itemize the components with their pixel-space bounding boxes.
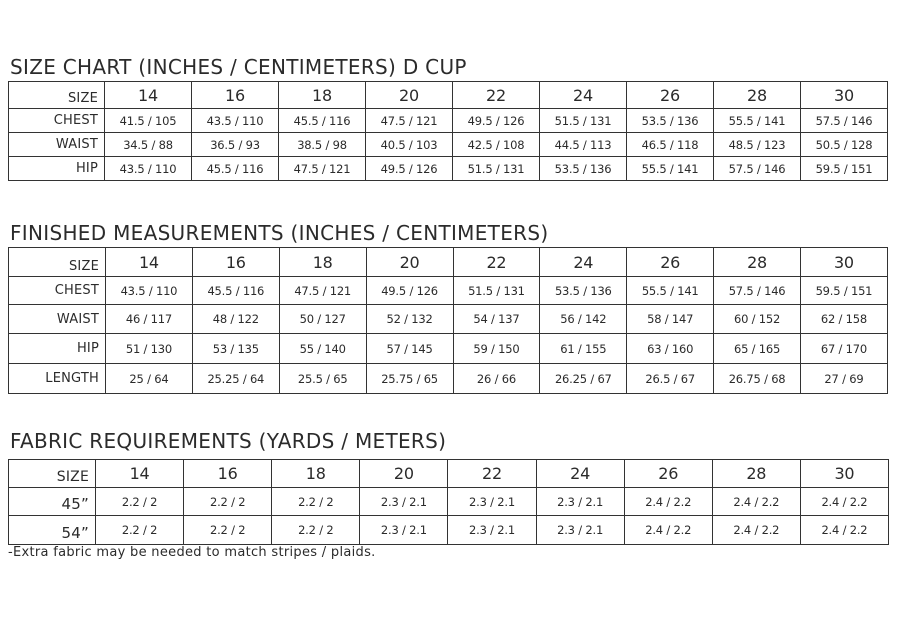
size-header-cell: 24 <box>536 460 624 488</box>
table-cell: 42.5 / 108 <box>453 133 540 157</box>
table-cell: 45.5 / 116 <box>192 277 279 305</box>
table-cell: 2.3 / 2.1 <box>448 516 536 545</box>
table-cell: 2.2 / 2 <box>96 488 184 516</box>
table-cell: 51.5 / 131 <box>540 109 627 133</box>
table-cell: 26.75 / 68 <box>714 364 801 394</box>
table-cell: 47.5 / 121 <box>279 157 366 181</box>
table-cell: 55.5 / 141 <box>627 277 714 305</box>
table-cell: 40.5 / 103 <box>366 133 453 157</box>
table-cell: 50.5 / 128 <box>801 133 888 157</box>
table-cell: 46.5 / 118 <box>627 133 714 157</box>
table-cell: 51 / 130 <box>106 334 193 364</box>
table-cell: 59 / 150 <box>453 334 540 364</box>
table-cell: 62 / 158 <box>801 305 888 334</box>
table-cell: 45.5 / 116 <box>192 157 279 181</box>
table-cell: 52 / 132 <box>366 305 453 334</box>
size-header-row <box>9 460 889 488</box>
size-header-cell: 26 <box>627 248 714 277</box>
table-cell: 53.5 / 136 <box>540 277 627 305</box>
table-cell: 36.5 / 93 <box>192 133 279 157</box>
table-cell: 49.5 / 126 <box>366 157 453 181</box>
table-cell: 43.5 / 110 <box>192 109 279 133</box>
size-header-cell: 16 <box>192 248 279 277</box>
size-header-row <box>9 248 888 277</box>
table-row <box>9 488 889 516</box>
size-header-cell: 24 <box>540 248 627 277</box>
size-header-cell: 30 <box>800 460 888 488</box>
size-header-cell: 30 <box>801 248 888 277</box>
table-row <box>9 157 888 181</box>
size-header-row <box>9 82 888 109</box>
fabric-requirements-title: FABRIC REQUIREMENTS (YARDS / METERS) <box>10 429 447 453</box>
size-header-cell: 14 <box>106 248 193 277</box>
table-cell: 58 / 147 <box>627 305 714 334</box>
table-cell: 51.5 / 131 <box>453 277 540 305</box>
row-label: 45” <box>9 488 96 516</box>
table-cell: 41.5 / 105 <box>105 109 192 133</box>
table-cell: 59.5 / 151 <box>801 157 888 181</box>
table-cell: 53.5 / 136 <box>540 157 627 181</box>
table-cell: 2.4 / 2.2 <box>800 516 888 545</box>
table-cell: 45.5 / 116 <box>279 109 366 133</box>
table-cell: 53 / 135 <box>192 334 279 364</box>
table-cell: 54 / 137 <box>453 305 540 334</box>
row-label: LENGTH <box>9 364 106 394</box>
row-label: WAIST <box>9 305 106 334</box>
table-cell: 25.25 / 64 <box>192 364 279 394</box>
size-header-cell: 18 <box>279 248 366 277</box>
table-cell: 46 / 117 <box>106 305 193 334</box>
row-label: 54” <box>9 516 96 545</box>
table-row <box>9 277 888 305</box>
finished-measurements-table <box>8 247 888 394</box>
table-cell: 57.5 / 146 <box>801 109 888 133</box>
size-header-cell: 20 <box>366 248 453 277</box>
size-header-cell: 16 <box>192 82 279 109</box>
size-header-cell: 22 <box>453 82 540 109</box>
table-cell: 55.5 / 141 <box>714 109 801 133</box>
table-cell: 67 / 170 <box>801 334 888 364</box>
table-cell: 59.5 / 151 <box>801 277 888 305</box>
table-cell: 26.5 / 67 <box>627 364 714 394</box>
size-header-cell: 14 <box>96 460 184 488</box>
table-cell: 2.2 / 2 <box>184 516 272 545</box>
table-cell: 2.3 / 2.1 <box>448 488 536 516</box>
size-header-cell: 26 <box>627 82 714 109</box>
table-cell: 57 / 145 <box>366 334 453 364</box>
row-label: CHEST <box>9 277 106 305</box>
table-cell: 63 / 160 <box>627 334 714 364</box>
row-label: HIP <box>9 157 105 181</box>
size-chart-table <box>8 81 888 181</box>
table-cell: 47.5 / 121 <box>279 277 366 305</box>
table-cell: 2.3 / 2.1 <box>536 516 624 545</box>
table-cell: 34.5 / 88 <box>105 133 192 157</box>
table-cell: 2.2 / 2 <box>96 516 184 545</box>
size-header-cell: 28 <box>714 82 801 109</box>
table-cell: 26.25 / 67 <box>540 364 627 394</box>
size-header-cell: 22 <box>453 248 540 277</box>
table-cell: 2.2 / 2 <box>272 516 360 545</box>
table-row <box>9 516 889 545</box>
table-row <box>9 133 888 157</box>
size-header-cell: 20 <box>360 460 448 488</box>
row-label: CHEST <box>9 109 105 133</box>
row-label: HIP <box>9 334 106 364</box>
table-cell: 26 / 66 <box>453 364 540 394</box>
size-header-cell: 28 <box>714 248 801 277</box>
table-cell: 25 / 64 <box>106 364 193 394</box>
table-cell: 48 / 122 <box>192 305 279 334</box>
table-cell: 2.3 / 2.1 <box>360 516 448 545</box>
fabric-note: -Extra fabric may be needed to match stripes / plaids. <box>8 545 376 560</box>
row-label: WAIST <box>9 133 105 157</box>
table-cell: 44.5 / 113 <box>540 133 627 157</box>
table-cell: 48.5 / 123 <box>714 133 801 157</box>
size-header-cell: 18 <box>272 460 360 488</box>
size-label: SIZE <box>9 82 105 109</box>
table-cell: 43.5 / 110 <box>105 157 192 181</box>
size-header-cell: 20 <box>366 82 453 109</box>
table-cell: 65 / 165 <box>714 334 801 364</box>
table-cell: 49.5 / 126 <box>366 277 453 305</box>
table-cell: 55.5 / 141 <box>627 157 714 181</box>
table-cell: 2.2 / 2 <box>272 488 360 516</box>
size-header-cell: 28 <box>712 460 800 488</box>
table-cell: 49.5 / 126 <box>453 109 540 133</box>
finished-measurements-title: FINISHED MEASUREMENTS (INCHES / CENTIMETERS) <box>10 221 549 245</box>
table-cell: 25.5 / 65 <box>279 364 366 394</box>
table-cell: 57.5 / 146 <box>714 157 801 181</box>
table-cell: 60 / 152 <box>714 305 801 334</box>
size-header-cell: 18 <box>279 82 366 109</box>
size-header-cell: 22 <box>448 460 536 488</box>
size-label: SIZE <box>9 248 106 277</box>
table-row <box>9 109 888 133</box>
table-cell: 51.5 / 131 <box>453 157 540 181</box>
table-cell: 27 / 69 <box>801 364 888 394</box>
size-label: SIZE <box>9 460 96 488</box>
table-cell: 2.3 / 2.1 <box>360 488 448 516</box>
table-cell: 53.5 / 136 <box>627 109 714 133</box>
size-header-cell: 14 <box>105 82 192 109</box>
size-header-cell: 26 <box>624 460 712 488</box>
table-cell: 2.4 / 2.2 <box>624 488 712 516</box>
size-header-cell: 24 <box>540 82 627 109</box>
table-cell: 2.4 / 2.2 <box>800 488 888 516</box>
size-header-cell: 16 <box>184 460 272 488</box>
table-cell: 61 / 155 <box>540 334 627 364</box>
table-cell: 2.4 / 2.2 <box>712 488 800 516</box>
table-cell: 2.2 / 2 <box>184 488 272 516</box>
table-row <box>9 364 888 394</box>
table-cell: 2.4 / 2.2 <box>712 516 800 545</box>
table-cell: 56 / 142 <box>540 305 627 334</box>
table-cell: 47.5 / 121 <box>366 109 453 133</box>
size-header-cell: 30 <box>801 82 888 109</box>
table-cell: 50 / 127 <box>279 305 366 334</box>
table-cell: 55 / 140 <box>279 334 366 364</box>
table-row <box>9 334 888 364</box>
size-chart-title: SIZE CHART (INCHES / CENTIMETERS) D CUP <box>10 55 467 79</box>
table-cell: 38.5 / 98 <box>279 133 366 157</box>
table-cell: 43.5 / 110 <box>106 277 193 305</box>
table-row <box>9 305 888 334</box>
table-cell: 25.75 / 65 <box>366 364 453 394</box>
fabric-requirements-table <box>8 459 889 545</box>
table-cell: 57.5 / 146 <box>714 277 801 305</box>
table-cell: 2.3 / 2.1 <box>536 488 624 516</box>
table-cell: 2.4 / 2.2 <box>624 516 712 545</box>
